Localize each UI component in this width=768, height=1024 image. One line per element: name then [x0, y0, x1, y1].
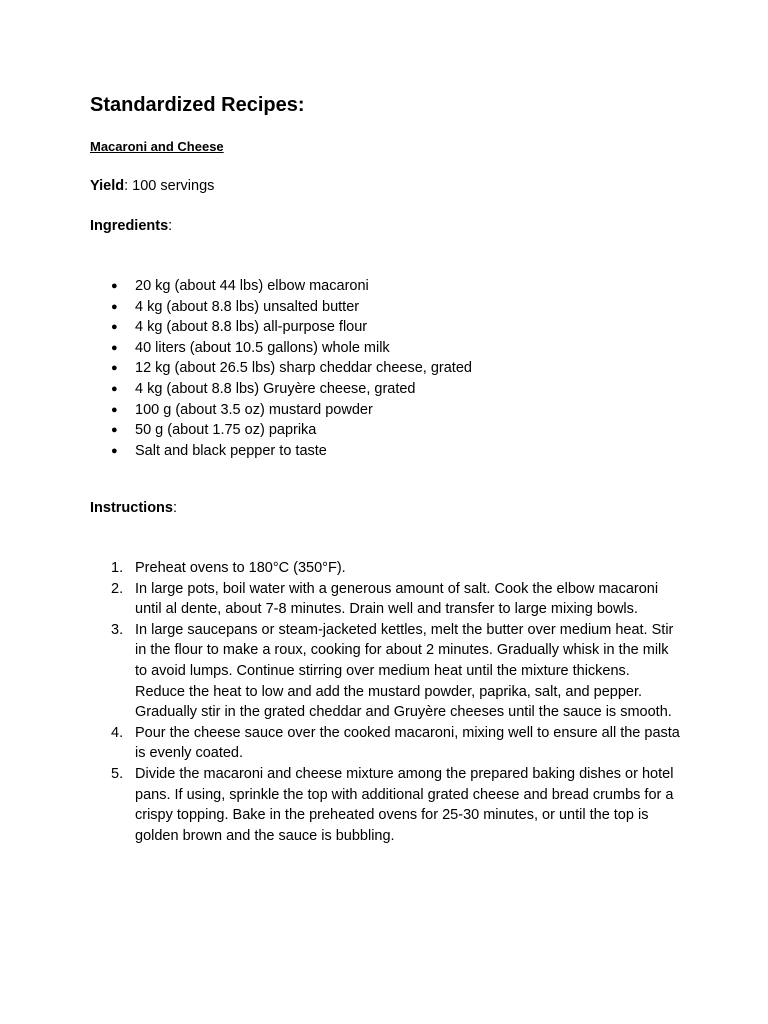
ingredient-text: 12 kg (about 26.5 lbs) sharp cheddar cheese, grated	[135, 360, 472, 377]
ingredient-item	[90, 400, 690, 421]
step-number: 3.	[111, 621, 124, 638]
step-text: Pour the cheese sauce over the cooked macaroni, mixing well to ensure all the pasta is evenly coated.	[135, 724, 680, 762]
ingredient-text: Salt and black pepper to taste	[135, 442, 327, 459]
bullet-icon: ●	[111, 362, 118, 375]
step-text: In large pots, boil water with a generous amount of salt. Cook the elbow macaroni until al dente, about 7-8 minutes. Drain well and transfer to large mixing bowls.	[135, 580, 659, 618]
bullet-icon: ●	[111, 382, 118, 395]
ingredient-item	[90, 317, 690, 338]
ingredients-heading	[90, 217, 172, 235]
ingredient-text: 100 g (about 3.5 oz) mustard powder	[135, 401, 373, 418]
step-text: Preheat ovens to 180°C (350°F).	[135, 560, 346, 576]
step-number: 1.	[111, 560, 124, 576]
yield-value: : 100 servings	[124, 178, 215, 194]
ingredient-text: 50 g (about 1.75 oz) paprika	[135, 422, 317, 439]
recipe-name: Macaroni and Cheese	[90, 139, 224, 154]
instruction-step	[90, 723, 683, 764]
step-number: 2.	[111, 580, 124, 597]
bullet-icon: ●	[111, 280, 118, 292]
page-title: Standardized Recipes:	[90, 94, 305, 116]
step-number: 5.	[111, 765, 124, 782]
step-text: Divide the macaroni and cheese mixture among the prepared baking dishes or hotel pans. If using, sprinkle the top with additional grated cheese and bread crumbs for a crispy topping. Bake in the preheated ovens for 25-30 minutes, or until the top is golden brown and the sauce is bubbling.	[135, 765, 674, 844]
ingredient-item	[90, 338, 690, 359]
bullet-icon: ●	[111, 424, 118, 437]
ingredient-text: 4 kg (about 8.8 lbs) unsalted butter	[135, 298, 360, 315]
ingredient-text: 40 liters (about 10.5 gallons) whole milk	[135, 339, 390, 356]
step-number: 4.	[111, 724, 124, 741]
ingredient-list	[90, 276, 690, 461]
ingredients-label: Ingredients	[90, 218, 169, 234]
ingredient-text: 4 kg (about 8.8 lbs) all-purpose flour	[135, 319, 368, 336]
bullet-icon: ●	[111, 444, 118, 457]
ingredient-item	[90, 379, 690, 400]
ingredient-item	[90, 441, 690, 462]
bullet-icon: ●	[111, 300, 118, 313]
instructions-heading	[90, 499, 177, 517]
ingredients-colon: :	[168, 218, 173, 234]
instruction-step	[90, 579, 683, 620]
yield-label: Yield	[90, 178, 125, 194]
yield-line	[90, 177, 214, 195]
ingredient-text: 20 kg (about 44 lbs) elbow macaroni	[135, 278, 369, 294]
instruction-step	[90, 558, 683, 579]
bullet-icon: ●	[111, 321, 118, 334]
step-text: In large saucepans or steam-jacketed kettles, melt the butter over medium heat. Stir in the flour to make a roux, cooking for about 2 minutes. Gradually whisk in the milk to avoid lumps. Continue stirring over medium heat until the mixture thickens. Reduce the heat to low and add the mustard powder, paprika, salt, and pepper. Gradually stir in the grated cheddar and Gruyère cheeses until the sauce is smooth.	[135, 621, 674, 721]
instructions-label: Instructions	[90, 500, 173, 516]
instructions-colon: :	[172, 500, 178, 516]
ingredient-item	[90, 420, 690, 441]
ingredient-item	[90, 297, 690, 318]
bullet-icon: ●	[111, 341, 118, 354]
instruction-list	[90, 558, 690, 846]
ingredient-text: 4 kg (about 8.8 lbs) Gruyère cheese, grated	[135, 380, 416, 397]
ingredient-item	[90, 358, 690, 379]
bullet-icon: ●	[111, 403, 118, 416]
instruction-step	[90, 620, 683, 723]
ingredient-item	[90, 276, 690, 297]
instruction-step	[90, 764, 683, 846]
